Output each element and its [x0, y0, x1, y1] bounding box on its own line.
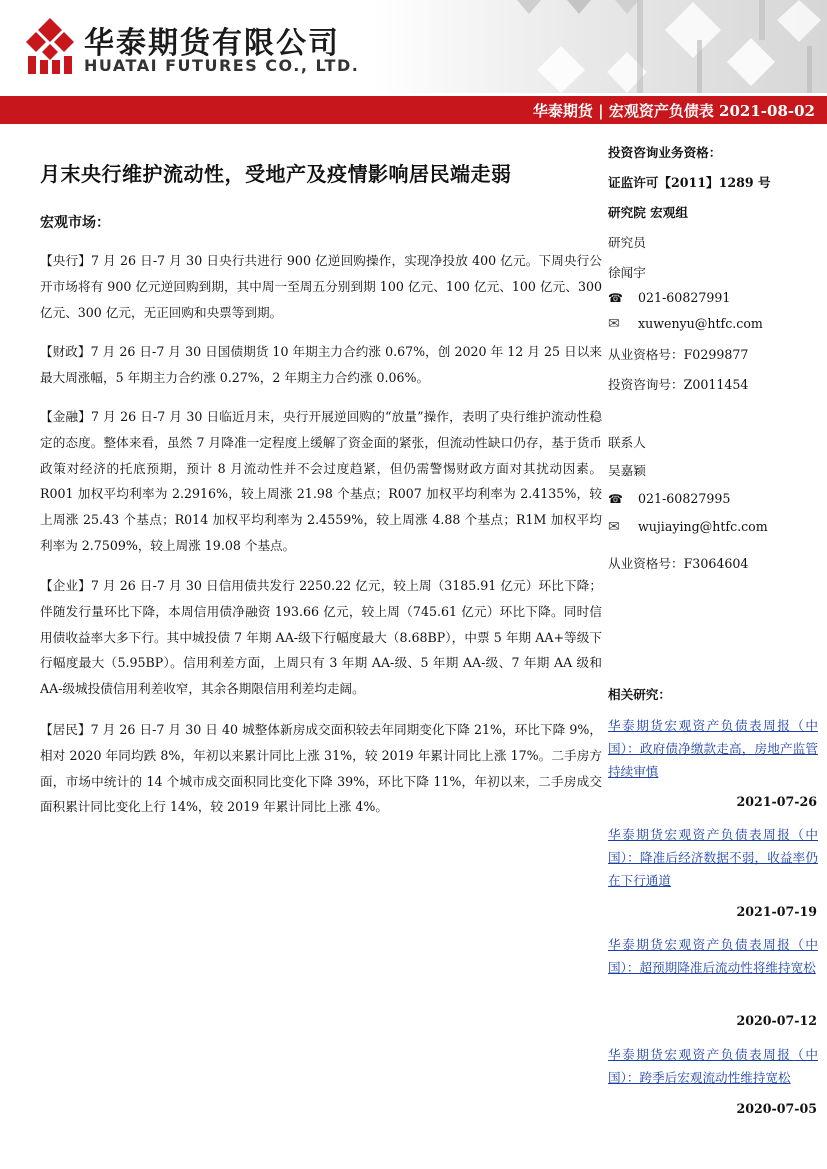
researcher-phone: [608, 290, 730, 305]
phone-number: 021-60827991: [638, 290, 731, 305]
contact-role: 联系人: [608, 435, 646, 450]
contact-phone: [608, 491, 730, 506]
related-report-link[interactable]: 华泰期货宏观资产负债表周报（中国）：超预期降准后流动性将维持宽松: [608, 937, 818, 975]
report-series-date: 华泰期货 | 宏观资产负债表 2021-08-02: [532, 102, 815, 120]
qualification-label: 投资咨询业务资格：: [608, 145, 722, 160]
paragraph-financial: 【金融】7 月 26 日-7 月 30 日临近月末，央行开展逆回购的“放量”操作，表明了央行维护流动性稳定的态度。整体来看，虽然 7 月降准一定程度上缓解了资金面的紧张，但流动性缺口仍存，基于货币政策对经济的托底预期，预计 8 月流动性并不会过度趋紧，但仍需警惕财政方面对其扰动因素。R001 加权平均利率为 2.2916%，较上周涨 21.98 个基点；R007 加权平均利率为 2.4135%，较上周涨 25.43 个基点；R014 加权平均利率为 2.4559%，较上周涨 4.88 个基点；R1M 加权平均利率为 2.7509%，较上周涨 19.08 个基点。: [40, 409, 602, 553]
report-title: 月末央行维护流动性，受地产及疫情影响居民端走弱: [40, 162, 512, 186]
related-report-date: 2020-07-12: [736, 1013, 817, 1028]
researcher-cert: 从业资格号：F0299877: [608, 347, 749, 362]
huatai-logo-icon: [24, 18, 76, 76]
contact-name: 吴嘉颖: [608, 463, 646, 478]
related-report-link[interactable]: 华泰期货宏观资产负债表周报（中国）：政府债净缴款走高，房地产监管持续审慎: [608, 718, 818, 779]
related-report-date: 2021-07-19: [736, 904, 817, 919]
email-link[interactable]: xuwenyu@htfc.com: [638, 316, 763, 331]
contact-cert: 从业资格号：F3064604: [608, 556, 749, 571]
paragraph-household: 【居民】7 月 26 日-7 月 30 日 40 城整体新房成交面积较去年同期变化下降 21%，环比下降 9%，相对 2020 年同均跌 8%，年初以来累计同比上涨 31%，较 2019 年累计同比上涨 17%。二手房方面，市场中统计的 14 个城市成交面积同比变化下降 39%，环比下降 11%，年初以来，二手房成交面积累计同比变化上行 14%，较 2019 年累计同比上涨 4%。: [40, 722, 602, 815]
report-banner: [0, 96, 827, 124]
phone-number: 021-60827995: [638, 491, 731, 506]
researcher-advisory-number: 投资咨询号：Z0011454: [608, 377, 749, 392]
email-link[interactable]: wujiaying@htfc.com: [638, 519, 768, 534]
related-report-date: 2020-07-05: [736, 1101, 817, 1116]
contact-email: [608, 519, 768, 535]
company-name-cn: 华泰期货有限公司: [84, 26, 340, 61]
mail-icon: ✉: [608, 519, 620, 535]
researcher-role: 研究员: [608, 235, 646, 250]
license-number: 证监许可【2011】1289 号: [608, 175, 771, 190]
geometric-pattern-decoration: [497, 0, 827, 93]
phone-icon: ☎: [608, 291, 623, 305]
paragraph-corporate: 【企业】7 月 26 日-7 月 30 日信用债共发行 2250.22 亿元，较上周（3185.91 亿元）环比下降；伴随发行量环比下降，本周信用债净融资 193.66 亿元，较上周（745.61 亿元）环比下降。同时信用债收益率大多下行。其中城投债 7 年期 AA-级下行幅度最大（8.68BP），中票 5 年期 AA+等级下行幅度最大（5.95BP）。信用利差方面，上周只有 3 年期 AA-级、5 年期 AA-级、7 年期 AA 级和 AA-级城投债信用利差收窄，其余各期限信用利差均走阔。: [40, 578, 602, 697]
related-report-link[interactable]: 华泰期货宏观资产负债表周报（中国）：跨季后宏观流动性维持宽松: [608, 1047, 818, 1085]
researcher-name: 徐闻宇: [608, 265, 646, 280]
researcher-email: [608, 316, 763, 332]
mail-icon: ✉: [608, 316, 620, 332]
phone-icon: ☎: [608, 492, 623, 506]
related-report-link[interactable]: 华泰期货宏观资产负债表周报（中国）：降准后经济数据不弱，收益率仍在下行通道: [608, 827, 818, 888]
research-group: 研究院 宏观组: [608, 205, 688, 220]
paragraph-central-bank: 【央行】7 月 26 日-7 月 30 日央行共进行 900 亿逆回购操作，实现净投放 400 亿元。下周央行公开市场将有 900 亿元逆回购到期，其中周一至周五分别到期 100 亿元、100 亿元、100 亿元、300 亿元、300 亿元，无正回购和央票等到期。: [40, 253, 602, 320]
company-name-en: HUATAI FUTURES CO., LTD.: [84, 56, 360, 75]
section-heading: 宏观市场：: [40, 215, 110, 231]
report-header: [0, 0, 827, 93]
related-research-heading: 相关研究：: [608, 687, 671, 702]
related-report-date: 2021-07-26: [736, 794, 817, 809]
paragraph-fiscal: 【财政】7 月 26 日-7 月 30 日国债期货 10 年期主力合约涨 0.67%，创 2020 年 12 月 25 日以来最大周涨幅，5 年期主力合约涨 0.27%，2 年期主力合约涨 0.06%。: [40, 344, 602, 385]
